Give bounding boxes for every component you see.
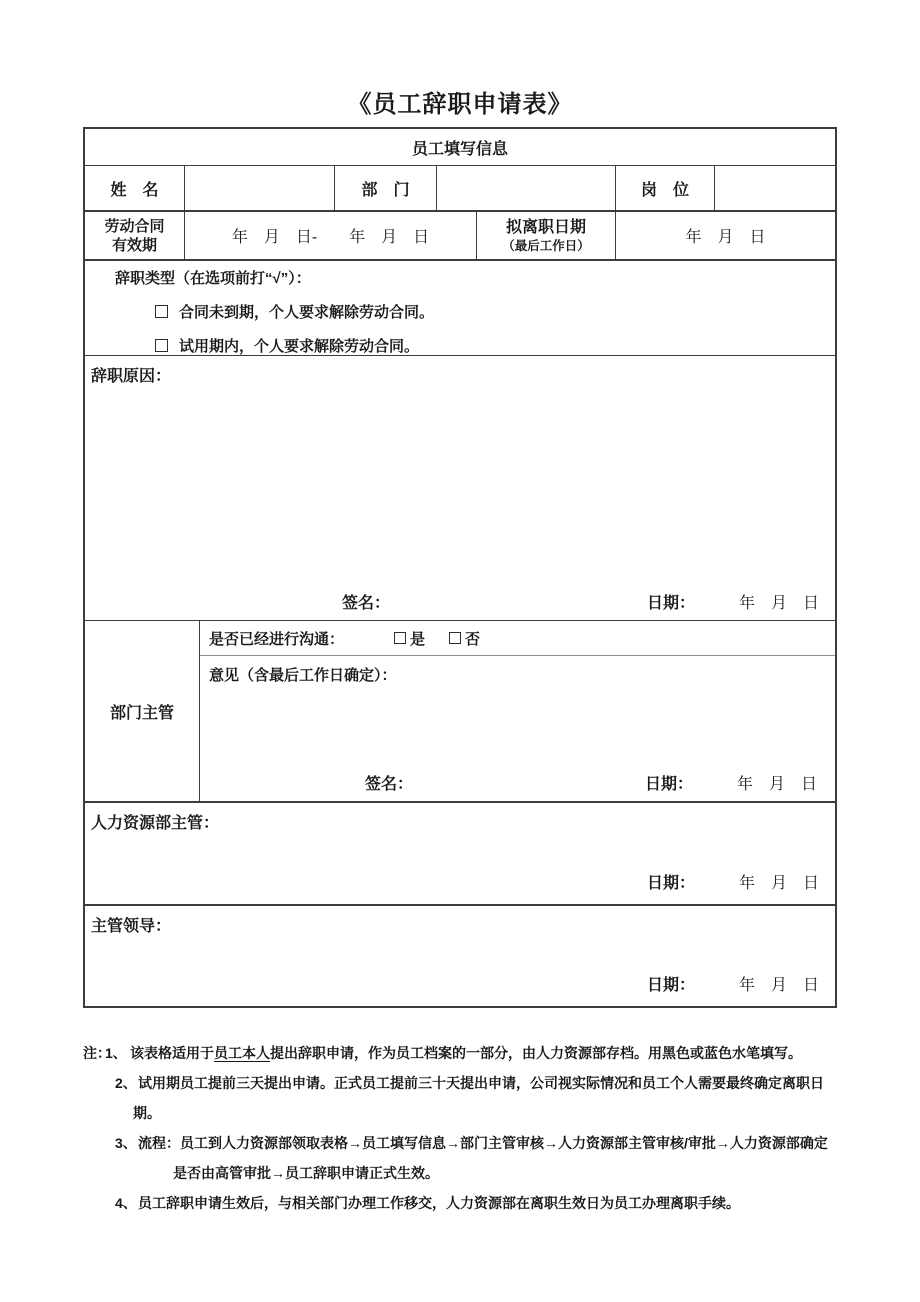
leave-date-label: 拟离职日期 bbox=[505, 218, 586, 236]
footnote-3-number: 3、 bbox=[115, 1135, 137, 1151]
communicated-yes-option bbox=[394, 628, 425, 649]
resignation-reason-input-area[interactable] bbox=[91, 392, 829, 586]
footnote-2-text: 试用期员工提前三天提出申请。正式员工提前三十天提出申请，公司视实际情况和员工个人需要最终确定离职日 bbox=[138, 1075, 824, 1091]
resignation-type-row bbox=[85, 259, 835, 355]
footnote-2 bbox=[83, 1068, 883, 1098]
leader-date-placeholder: 年 月 日 bbox=[739, 977, 820, 994]
section-header-label: 员工填写信息 bbox=[411, 140, 508, 158]
footnote-1-post: 提出辞职申请，作为员工档案的一部分，由人力资源部存档。用黑色或蓝色水笔填写。 bbox=[270, 1045, 802, 1061]
contract-validity-input-cell[interactable] bbox=[185, 212, 477, 259]
communicated-yes-label: 是 bbox=[410, 630, 426, 648]
footnote-3-text: 流程：员工到人力资源部领取表格→员工填写信息→部门主管审核→人力资源部主管审核/审批→人力资源部确定 bbox=[138, 1135, 828, 1151]
footnote-1-number: 1、 bbox=[105, 1045, 127, 1061]
name-input-cell[interactable] bbox=[185, 166, 335, 210]
leave-date-label-cell bbox=[477, 212, 616, 259]
contract-row bbox=[85, 210, 835, 259]
hr-signature-line bbox=[85, 870, 835, 892]
communication-label: 是否已经进行沟通： bbox=[209, 630, 345, 648]
position-label-cell bbox=[616, 166, 715, 210]
footnote-1-underlined: 员工本人 bbox=[214, 1045, 270, 1061]
footnote-2-text-continued: 期。 bbox=[133, 1105, 161, 1121]
communication-row bbox=[200, 621, 835, 656]
footnote-3 bbox=[83, 1128, 883, 1158]
footnote-4-number: 4、 bbox=[115, 1195, 137, 1211]
footnote-2-continued bbox=[83, 1098, 883, 1128]
footnote-3-continued bbox=[83, 1158, 883, 1188]
reason-date-placeholder: 年 月 日 bbox=[739, 595, 820, 612]
identity-row bbox=[85, 165, 835, 210]
checkbox-communicated-yes[interactable] bbox=[394, 632, 406, 644]
footnote-indent bbox=[83, 1098, 133, 1128]
checkbox-probation-period[interactable] bbox=[155, 339, 168, 352]
hr-date-label: 日期： bbox=[647, 875, 696, 892]
department-supervisor-label: 部门主管 bbox=[109, 704, 174, 722]
hr-supervisor-row bbox=[85, 801, 835, 904]
reason-sign-label: 签名： bbox=[342, 595, 391, 612]
executive-leader-label: 主管领导： bbox=[91, 918, 172, 935]
communicated-no-label: 否 bbox=[465, 630, 481, 648]
option-probation-period bbox=[155, 335, 835, 356]
position-label: 岗 位 bbox=[640, 181, 689, 199]
supervisor-date-placeholder: 年 月 日 bbox=[737, 776, 818, 793]
option-probation-period-label: 试用期内，个人要求解除劳动合同。 bbox=[179, 338, 420, 355]
checkbox-communicated-no[interactable] bbox=[449, 632, 461, 644]
footnote-4-text: 员工辞职申请生效后，与相关部门办理工作移交，人力资源部在离职生效日为员工办理离职手续。 bbox=[138, 1195, 740, 1211]
footnote-indent bbox=[83, 1128, 115, 1158]
footnote-1-pre: 该表格适用于 bbox=[130, 1045, 214, 1061]
department-label: 部 门 bbox=[361, 181, 410, 199]
department-input-cell[interactable] bbox=[437, 166, 616, 210]
hr-comment-input-area[interactable] bbox=[91, 837, 829, 866]
hr-supervisor-label: 人力资源部主管： bbox=[91, 815, 220, 832]
position-input-cell[interactable] bbox=[715, 166, 835, 210]
footnote-4 bbox=[83, 1188, 883, 1218]
leader-comment-input-area[interactable] bbox=[91, 940, 829, 968]
footnotes bbox=[83, 1038, 883, 1218]
footnote-1 bbox=[83, 1038, 883, 1068]
name-label-cell bbox=[85, 166, 185, 210]
footnote-indent bbox=[83, 1188, 115, 1218]
hr-date-placeholder: 年 月 日 bbox=[739, 875, 820, 892]
resignation-type-heading: 辞职类型（在选项前打“√”）： bbox=[115, 270, 311, 287]
leave-date-placeholder: 年 月 日 bbox=[685, 229, 766, 246]
page-title: 《员工辞职申请表》 bbox=[347, 91, 573, 118]
leader-date-label: 日期： bbox=[647, 977, 696, 994]
supervisor-sign-label: 签名： bbox=[365, 776, 414, 793]
communicated-no-option bbox=[449, 628, 480, 649]
option-contract-not-expired-label: 合同未到期，个人要求解除劳动合同。 bbox=[179, 304, 435, 321]
supervisor-date-group bbox=[645, 771, 817, 794]
department-supervisor-row bbox=[85, 620, 835, 801]
footnote-indent bbox=[83, 1158, 173, 1188]
department-label-cell bbox=[335, 166, 437, 210]
resignation-reason-label: 辞职原因： bbox=[91, 368, 172, 385]
name-label: 姓 名 bbox=[110, 181, 159, 199]
leave-date-input-cell[interactable] bbox=[616, 212, 835, 259]
leave-date-sublabel: （最后工作日） bbox=[502, 238, 590, 253]
reason-signature-line bbox=[85, 590, 835, 612]
footnote-3-text-continued: 是否由高管审批→员工辞职申请正式生效。 bbox=[173, 1165, 439, 1181]
reason-date-label: 日期： bbox=[647, 595, 696, 612]
reason-date-group bbox=[647, 590, 819, 613]
executive-leader-row bbox=[85, 904, 835, 1006]
footnote-indent bbox=[83, 1068, 115, 1098]
contract-validity-placeholder: 年 月 日- 年 月 日 bbox=[231, 229, 430, 246]
contract-validity-label-line1: 劳动合同 bbox=[104, 217, 165, 235]
hr-date-group bbox=[647, 870, 819, 893]
checkbox-contract-not-expired[interactable] bbox=[155, 305, 168, 318]
leader-signature-line bbox=[85, 972, 835, 994]
resignation-reason-row bbox=[85, 355, 835, 620]
opinion-input-area[interactable] bbox=[209, 690, 829, 769]
opinion-section bbox=[200, 656, 835, 801]
contract-validity-label-line2: 有效期 bbox=[111, 236, 157, 254]
contract-validity-label-cell bbox=[85, 212, 185, 259]
supervisor-date-label: 日期： bbox=[645, 776, 694, 793]
supervisor-signature-line bbox=[200, 771, 835, 793]
footnote-label: 注： bbox=[83, 1045, 111, 1061]
section-header-employee-info bbox=[85, 129, 835, 165]
resignation-form-table bbox=[83, 127, 837, 1008]
department-supervisor-label-cell bbox=[85, 621, 200, 801]
footnote-1-text bbox=[130, 1038, 802, 1068]
department-supervisor-content bbox=[200, 621, 835, 801]
option-contract-not-expired bbox=[155, 301, 835, 322]
opinion-label: 意见（含最后工作日确定）： bbox=[209, 667, 397, 684]
footnote-2-number: 2、 bbox=[115, 1075, 137, 1091]
leader-date-group bbox=[647, 972, 819, 995]
